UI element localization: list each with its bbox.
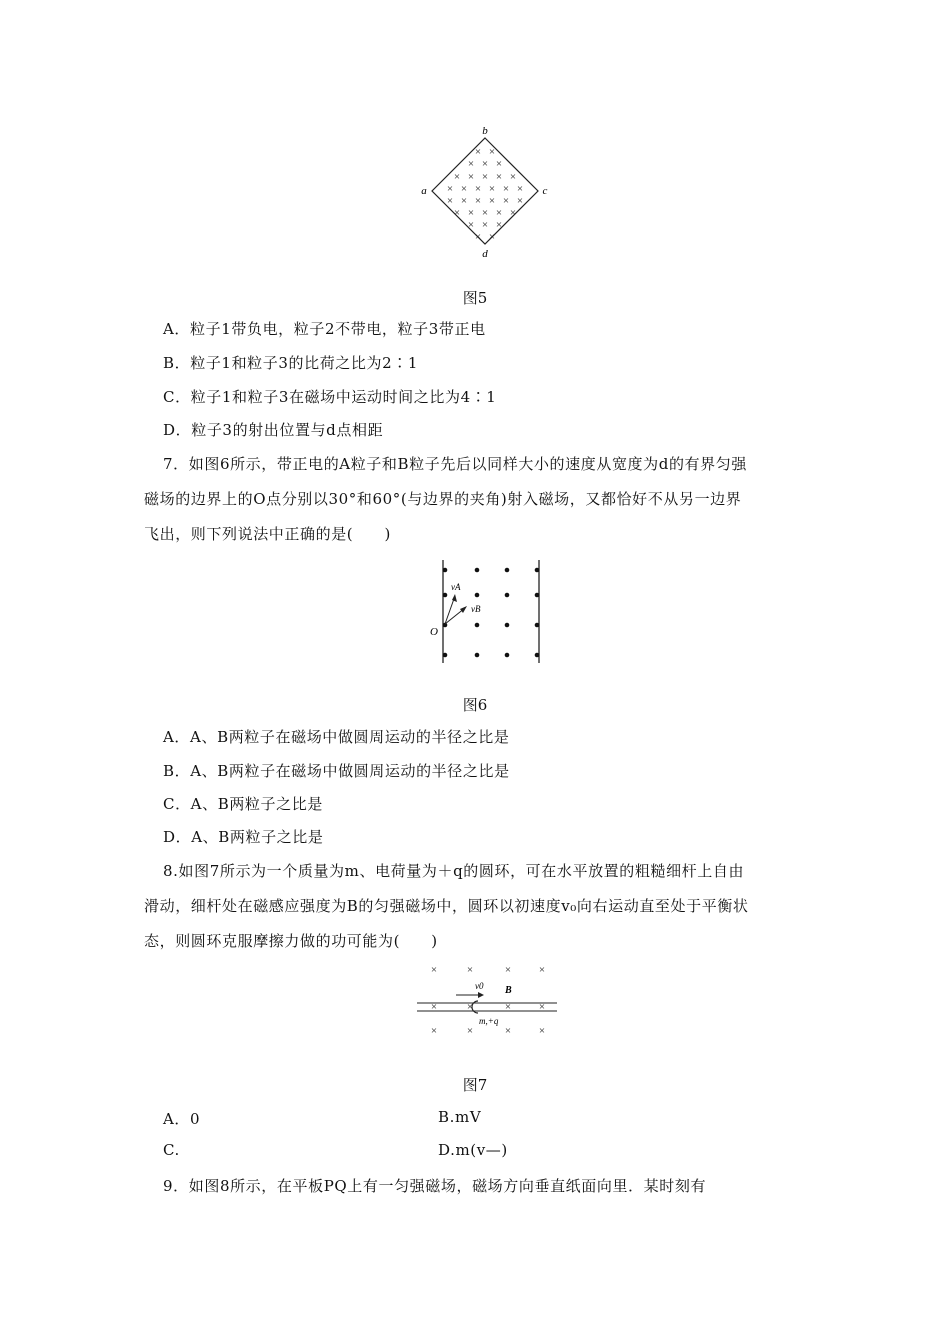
field-x-mark: × <box>481 158 489 170</box>
label-mass-charge: m,+q <box>479 1016 499 1026</box>
field-x-mark: × <box>467 219 475 231</box>
field-x-mark: × <box>481 171 489 183</box>
field-dot <box>443 593 448 598</box>
magnetic-field-x-marks <box>447 146 523 243</box>
field-x-mark: × <box>538 1025 546 1037</box>
label-c: c <box>542 185 548 197</box>
field-x-mark: × <box>488 183 496 195</box>
field-dot <box>475 653 480 658</box>
field-dot <box>505 623 510 628</box>
field-x-mark: × <box>446 183 454 195</box>
field-x-mark: × <box>502 195 510 207</box>
field-dot <box>535 623 540 628</box>
q7-line-1: 7．如图6所示，带正电的A粒子和B粒子先后以同样大小的速度从宽度为d的有界匀强 <box>163 455 747 473</box>
field-x-mark: × <box>467 207 475 219</box>
field-x-mark: × <box>502 183 510 195</box>
q6-option-a: A．粒子1带负电，粒子2不带电，粒子3带正电 <box>163 320 486 338</box>
q7-option-c: C．A、B两粒子之比是 <box>163 795 323 813</box>
field-x-mark: × <box>446 195 454 207</box>
magnetic-field-x-marks <box>431 964 545 1037</box>
field-x-mark: × <box>467 158 475 170</box>
field-x-mark: × <box>495 158 503 170</box>
field-x-mark: × <box>453 171 461 183</box>
field-x-mark: × <box>430 1001 438 1013</box>
q8-option-a: A．0 <box>163 1110 201 1128</box>
field-x-mark: × <box>509 207 517 219</box>
velocity-b-arrowhead <box>460 606 467 613</box>
field-x-mark: × <box>504 964 512 976</box>
field-x-mark: × <box>466 964 474 976</box>
label-va: vA <box>451 582 461 592</box>
q8-line-1: 8.如图7所示为一个质量为m、电荷量为＋q的圆环，可在水平放置的粗糙细杆上自由 <box>163 862 745 880</box>
q8-option-d: D.m(v—) <box>438 1141 508 1159</box>
velocity-a-arrowhead <box>452 594 457 602</box>
label-o: O <box>430 626 438 638</box>
field-x-mark: × <box>538 1001 546 1013</box>
field-x-mark: × <box>488 231 496 243</box>
field-x-mark: × <box>488 195 496 207</box>
q6-option-d: D．粒子3的射出位置与d点相距 <box>163 421 384 439</box>
q7-line-3: 飞出，则下列说法中正确的是( ) <box>144 525 391 543</box>
q8-option-c: C. <box>163 1141 180 1159</box>
label-vb: vB <box>471 604 481 614</box>
figure-5-diagram <box>415 122 555 262</box>
field-x-mark: × <box>474 231 482 243</box>
field-x-mark: × <box>474 146 482 158</box>
q8-option-b: B.mV <box>438 1108 482 1126</box>
label-v0: v0 <box>475 981 484 991</box>
q6-option-b: B．粒子1和粒子3的比荷之比为2∶1 <box>163 354 418 372</box>
field-x-mark: × <box>516 183 524 195</box>
label-d: d <box>482 248 488 260</box>
field-x-mark: × <box>467 171 475 183</box>
field-dot <box>505 653 510 658</box>
field-x-mark: × <box>453 207 461 219</box>
q7-option-d: D．A、B两粒子之比是 <box>163 828 324 846</box>
field-x-mark: × <box>495 171 503 183</box>
figure-6-diagram <box>425 558 550 666</box>
label-a: a <box>421 185 427 197</box>
field-dot <box>443 568 448 573</box>
q6-option-c: C．粒子1和粒子3在磁场中运动时间之比为4∶1 <box>163 388 497 406</box>
field-x-mark: × <box>474 195 482 207</box>
field-dot <box>505 568 510 573</box>
field-dot <box>475 593 480 598</box>
field-x-mark: × <box>430 964 438 976</box>
field-x-mark: × <box>495 219 503 231</box>
figure-7-caption: 图7 <box>462 1076 488 1094</box>
label-b: b <box>482 125 488 137</box>
field-x-mark: × <box>460 195 468 207</box>
field-x-mark: × <box>538 964 546 976</box>
field-dot <box>475 623 480 628</box>
figure-6-caption: 图6 <box>462 696 488 714</box>
field-x-mark: × <box>504 1025 512 1037</box>
field-x-mark: × <box>481 207 489 219</box>
field-dot <box>443 653 448 658</box>
field-dot <box>535 568 540 573</box>
q7-line-2: 磁场的边界上的O点分别以30°和60°(与边界的夹角)射入磁场，又都恰好不从另一边界 <box>144 490 742 508</box>
field-x-mark: × <box>466 1025 474 1037</box>
field-x-mark: × <box>488 146 496 158</box>
field-dot <box>475 568 480 573</box>
field-x-mark: × <box>466 1001 474 1013</box>
field-x-mark: × <box>430 1025 438 1037</box>
field-x-mark: × <box>504 1001 512 1013</box>
figure-7-diagram <box>412 960 562 1042</box>
field-x-mark: × <box>516 195 524 207</box>
q9-line-1: 9．如图8所示，在平板PQ上有一匀强磁场，磁场方向垂直纸面向里．某时刻有 <box>163 1177 707 1195</box>
field-dot <box>535 653 540 658</box>
q8-line-2: 滑动，细杆处在磁感应强度为B的匀强磁场中，圆环以初速度v₀向右运动直至处于平衡状 <box>144 897 749 915</box>
q7-option-b: B．A、B两粒子在磁场中做圆周运动的半径之比是 <box>163 762 510 780</box>
field-x-mark: × <box>481 219 489 231</box>
label-b-field: B <box>505 985 512 996</box>
field-dot <box>535 593 540 598</box>
field-dot <box>505 593 510 598</box>
field-x-mark: × <box>509 171 517 183</box>
q8-line-3: 态，则圆环克服摩擦力做的功可能为( ) <box>144 932 438 950</box>
field-x-mark: × <box>460 183 468 195</box>
initial-velocity-arrowhead <box>478 992 484 998</box>
field-x-mark: × <box>495 207 503 219</box>
figure-5-caption: 图5 <box>462 289 488 307</box>
q7-option-a: A．A、B两粒子在磁场中做圆周运动的半径之比是 <box>163 728 510 746</box>
field-x-mark: × <box>474 183 482 195</box>
